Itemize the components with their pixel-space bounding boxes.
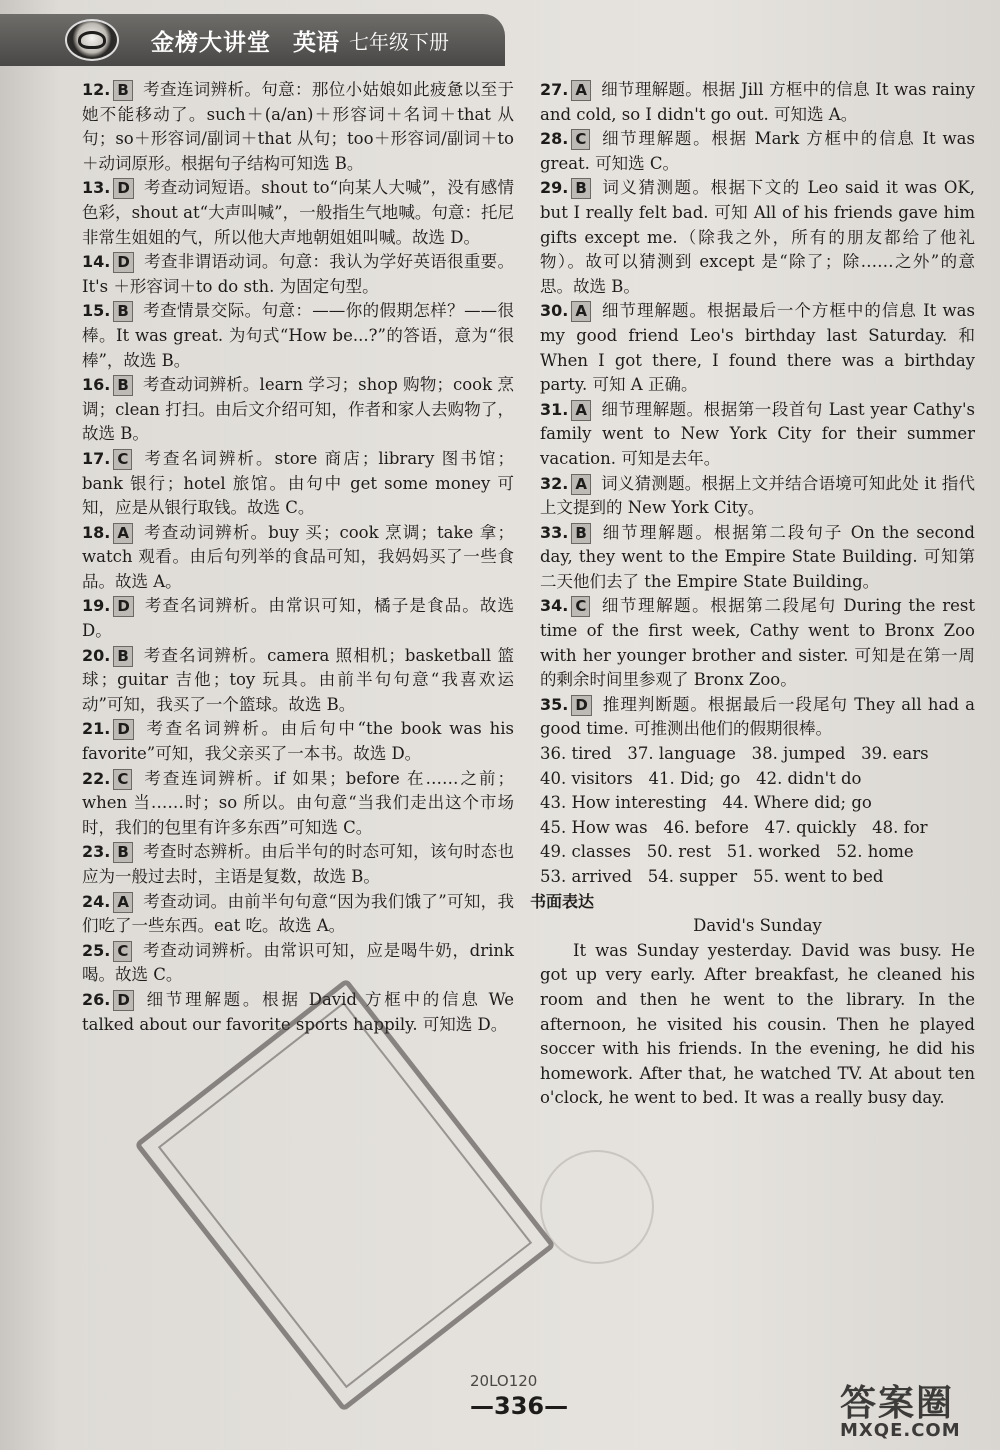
question-number: 26. bbox=[82, 989, 111, 1009]
question-number: 23. bbox=[82, 842, 111, 862]
answer-letter-badge: C bbox=[571, 596, 590, 617]
answer-item bbox=[82, 299, 514, 373]
answer-letter-badge: B bbox=[571, 523, 590, 544]
explanation-text: 细节理解题。根据 Jill 方框中的信息 It was rainy and cold, so I didn't go out. 可知选 A。 bbox=[540, 80, 975, 124]
left-column bbox=[82, 78, 514, 1037]
explanation-text: 考查时态辨析。由后半句的时态可知，该句时态也应为一般过去时，主语是复数，故选 B。 bbox=[82, 842, 514, 886]
essay-title: David's Sunday bbox=[693, 916, 822, 936]
question-number: 16. bbox=[82, 375, 111, 395]
question-number: 30. bbox=[540, 301, 569, 321]
explanation-text: 考查动词辨析。learn 学习；shop 购物；cook 烹调；clean 打扫。由后文介绍可知，作者和家人去购物了，故选 B。 bbox=[82, 375, 514, 444]
fill-answer-line: 49. classes 50. rest 51. worked 52. home bbox=[540, 842, 914, 862]
answer-item bbox=[540, 521, 975, 595]
answer-letter-badge: A bbox=[571, 301, 591, 322]
page-number: —336— bbox=[470, 1392, 569, 1420]
explanation-text: 考查名词辨析。由后句中“the book was his favorite”可知，我父亲买了一本书。故选 D。 bbox=[82, 719, 514, 764]
answer-letter-badge: A bbox=[571, 80, 591, 101]
question-number: 29. bbox=[540, 178, 569, 198]
answer-item bbox=[82, 890, 514, 939]
question-number: 25. bbox=[82, 940, 111, 960]
answer-item bbox=[540, 176, 975, 299]
question-number: 32. bbox=[540, 473, 569, 493]
question-number: 33. bbox=[540, 522, 569, 542]
question-number: 20. bbox=[82, 645, 111, 665]
book-logo-icon bbox=[65, 19, 119, 61]
answer-letter-badge: C bbox=[113, 449, 132, 470]
explanation-text: 词义猜测题。根据上文并结合语境可知此处 it 指代上文提到的 New York City。 bbox=[540, 473, 975, 518]
answer-item bbox=[82, 594, 514, 643]
subject-label: 英语 bbox=[293, 29, 339, 56]
explanation-text: 细节理解题。根据第二段尾句 During the rest time of the first week, Cathy went to Bronx Zoo with her younger brother and sister. 可知是在第一周的剩余时间里参观了 Bronx Zoo。 bbox=[540, 596, 975, 690]
question-number: 34. bbox=[540, 596, 569, 616]
answer-item bbox=[82, 250, 514, 299]
answer-item bbox=[82, 521, 514, 595]
explanation-text: 考查动词。由前半句句意“因为我们饿了”可知，我们吃了一些东西。eat 吃。故选 A。 bbox=[82, 891, 514, 936]
question-number: 19. bbox=[82, 596, 111, 616]
explanation-text: 细节理解题。根据最后一个方框中的信息 It was my good friend Leo's birthday last Saturday. 和 When I got there, I found there was a birthday party. 可知 A 正确。 bbox=[540, 301, 975, 395]
explanation-text: 考查动词辨析。buy 买；cook 烹调；take 拿；watch 观看。由后句列举的食品可知，我妈妈买了一些食品。故选 A。 bbox=[82, 522, 514, 591]
explanation-text: 细节理解题。根据第二段句子 On the second day, they went to the Empire State Building. 可知第二天他们去了 the Empire State Building。 bbox=[540, 522, 975, 591]
question-number: 21. bbox=[82, 719, 111, 739]
answer-letter-badge: D bbox=[113, 178, 133, 199]
essay-body: It was Sunday yesterday. David was busy. He got up very early. After breakfast, he cleaned his room and then he went to the library. In the afternoon, he visited his cousin. Then he played soccer with his friends. In the evening, he did his homework. After that, he watched TV. At about ten o'clock, he went to bed. It was a really busy day. bbox=[540, 940, 975, 1108]
question-number: 24. bbox=[82, 891, 111, 911]
answer-letter-badge: D bbox=[113, 596, 133, 617]
answer-item bbox=[540, 398, 975, 472]
right-column bbox=[530, 78, 975, 1111]
fill-answer-line: 45. How was 46. before 47. quickly 48. for bbox=[540, 817, 928, 837]
explanation-text: 考查非谓语动词。句意：我认为学好英语很重要。It's ＋形容词＋to do sth. 为固定句型。 bbox=[82, 252, 514, 296]
question-number: 13. bbox=[82, 178, 111, 198]
answer-item bbox=[82, 840, 514, 889]
answer-letter-badge: B bbox=[571, 178, 590, 199]
answer-letter-badge: B bbox=[113, 301, 132, 322]
watermark-text: 答案圈 bbox=[840, 1383, 955, 1424]
answer-letter-badge: B bbox=[113, 646, 132, 667]
question-number: 22. bbox=[82, 768, 111, 788]
explanation-text: 细节理解题。根据 Mark 方框中的信息 It was great. 可知选 C。 bbox=[540, 129, 975, 173]
explanation-text: 推理判断题。根据最后一段尾句 They all had a good time. 可推测出他们的假期很棒。 bbox=[540, 694, 975, 739]
explanation-text: 词义猜测题。根据下文的 Leo said it was OK, but I really felt bad. 可知 All of his friends gave him gifts except me.（除我之外，所有的朋友都给了他礼物）。故可以猜测到 except 是“除了；除……之外”的意思。故选 B。 bbox=[540, 178, 975, 296]
answer-letter-badge: A bbox=[571, 474, 591, 495]
fill-answer-line: 40. visitors 41. Did; go 42. didn't do bbox=[540, 768, 862, 788]
question-number: 17. bbox=[82, 448, 111, 468]
question-number: 14. bbox=[82, 252, 111, 272]
question-number: 15. bbox=[82, 301, 111, 321]
explanation-text: 考查连词辨析。句意：那位小姑娘如此疲惫以至于她不能移动了。such＋(a/an)＋形容词＋名词＋that 从句；so＋形容词/副词＋that 从句；too＋形容词/副词＋to＋动词原形。根据句子结构可知选 B。 bbox=[82, 80, 514, 173]
answer-letter-badge: D bbox=[113, 719, 133, 740]
explanation-text: 考查名词辨析。camera 照相机；basketball 篮球；guitar 吉他；toy 玩具。由前半句句意“我喜欢运动”可知，我买了一个篮球。故选 B。 bbox=[82, 645, 514, 714]
answer-item bbox=[540, 472, 975, 521]
fill-answer-line: 36. tired 37. language 38. jumped 39. ears bbox=[540, 744, 929, 764]
explanation-text: 考查情景交际。句意：——你的假期怎样？——很棒。It was great. 为句式“How be...?”的答语，意为“很棒”，故选 B。 bbox=[82, 301, 514, 370]
explanation-text: 考查动词短语。shout to“向某人大喊”，没有感情色彩，shout at“大声叫喊”，一般指生气地喊。句意：托尼非常生姐姐的气，所以他大声地朝姐姐叫喊。故选 D。 bbox=[82, 178, 514, 247]
answer-letter-badge: B bbox=[113, 80, 132, 101]
answer-item bbox=[540, 594, 975, 692]
answer-letter-badge: D bbox=[113, 252, 133, 273]
answer-letter-badge: D bbox=[571, 695, 591, 716]
answer-item bbox=[82, 373, 514, 447]
book-title: 金榜大讲堂 bbox=[151, 29, 271, 56]
answer-letter-badge: A bbox=[113, 523, 133, 544]
watermark-url: MXQE.COM bbox=[840, 1420, 961, 1441]
answer-item bbox=[540, 127, 975, 176]
answer-item bbox=[540, 299, 975, 397]
right-answers bbox=[540, 78, 975, 742]
writing-heading: 书面表达 bbox=[530, 891, 595, 911]
answer-item bbox=[82, 644, 514, 718]
grade-label: 七年级下册 bbox=[349, 29, 449, 54]
print-code: 20LO120 bbox=[470, 1372, 538, 1390]
faint-seal-watermark bbox=[540, 1150, 654, 1264]
question-number: 28. bbox=[540, 129, 569, 149]
ink-stamp bbox=[134, 978, 556, 1412]
explanation-text: 考查名词辨析。store 商店；library 图书馆；bank 银行；hotel 旅馆。由句中 get some money 可知，应是从银行取钱。故选 C。 bbox=[82, 448, 514, 518]
question-number: 35. bbox=[540, 694, 569, 714]
answer-item bbox=[82, 939, 514, 988]
answer-item bbox=[82, 176, 514, 250]
question-number: 27. bbox=[540, 80, 569, 99]
answer-letter-badge: C bbox=[113, 769, 132, 790]
explanation-text: 考查动词辨析。由常识可知，应是喝牛奶，drink 喝。故选 C。 bbox=[82, 940, 514, 985]
answer-letter-badge: B bbox=[113, 842, 132, 863]
answer-letter-badge: C bbox=[571, 129, 590, 150]
fill-answer-line: 43. How interesting 44. Where did; go bbox=[540, 793, 872, 813]
question-number: 18. bbox=[82, 522, 111, 542]
explanation-text: 细节理解题。根据第一段首句 Last year Cathy's family went to New York City for their summer vacation. 可知是去年。 bbox=[540, 399, 975, 468]
answer-item bbox=[82, 717, 514, 766]
explanation-text: 考查连词辨析。if 如果；before 在……之前；when 当……时；so 所以。由句意“当我们走出这个市场时，我们的包里有许多东西”可知选 C。 bbox=[82, 768, 514, 837]
question-number: 12. bbox=[82, 80, 111, 99]
answer-item bbox=[82, 447, 514, 521]
answer-letter-badge: A bbox=[113, 892, 133, 913]
fill-answer-line: 53. arrived 54. supper 55. went to bed bbox=[540, 867, 884, 886]
answer-item bbox=[540, 693, 975, 742]
answer-letter-badge: C bbox=[113, 941, 132, 962]
site-watermark-logo bbox=[840, 1375, 990, 1445]
answer-item bbox=[540, 78, 975, 127]
explanation-text: 细节理解题。根据 David 方框中的信息 We talked about our favorite sports happily. 可知选 D。 bbox=[82, 989, 514, 1034]
answer-letter-badge: D bbox=[113, 990, 133, 1011]
header-banner bbox=[0, 14, 505, 66]
explanation-text: 考查名词辨析。由常识可知，橘子是食品。故选 D。 bbox=[82, 596, 514, 641]
fill-in-answers bbox=[540, 742, 975, 890]
answer-letter-badge: A bbox=[571, 400, 591, 421]
answer-item bbox=[82, 78, 514, 176]
answer-letter-badge: B bbox=[113, 375, 132, 396]
answer-item bbox=[82, 767, 514, 841]
question-number: 31. bbox=[540, 399, 569, 419]
